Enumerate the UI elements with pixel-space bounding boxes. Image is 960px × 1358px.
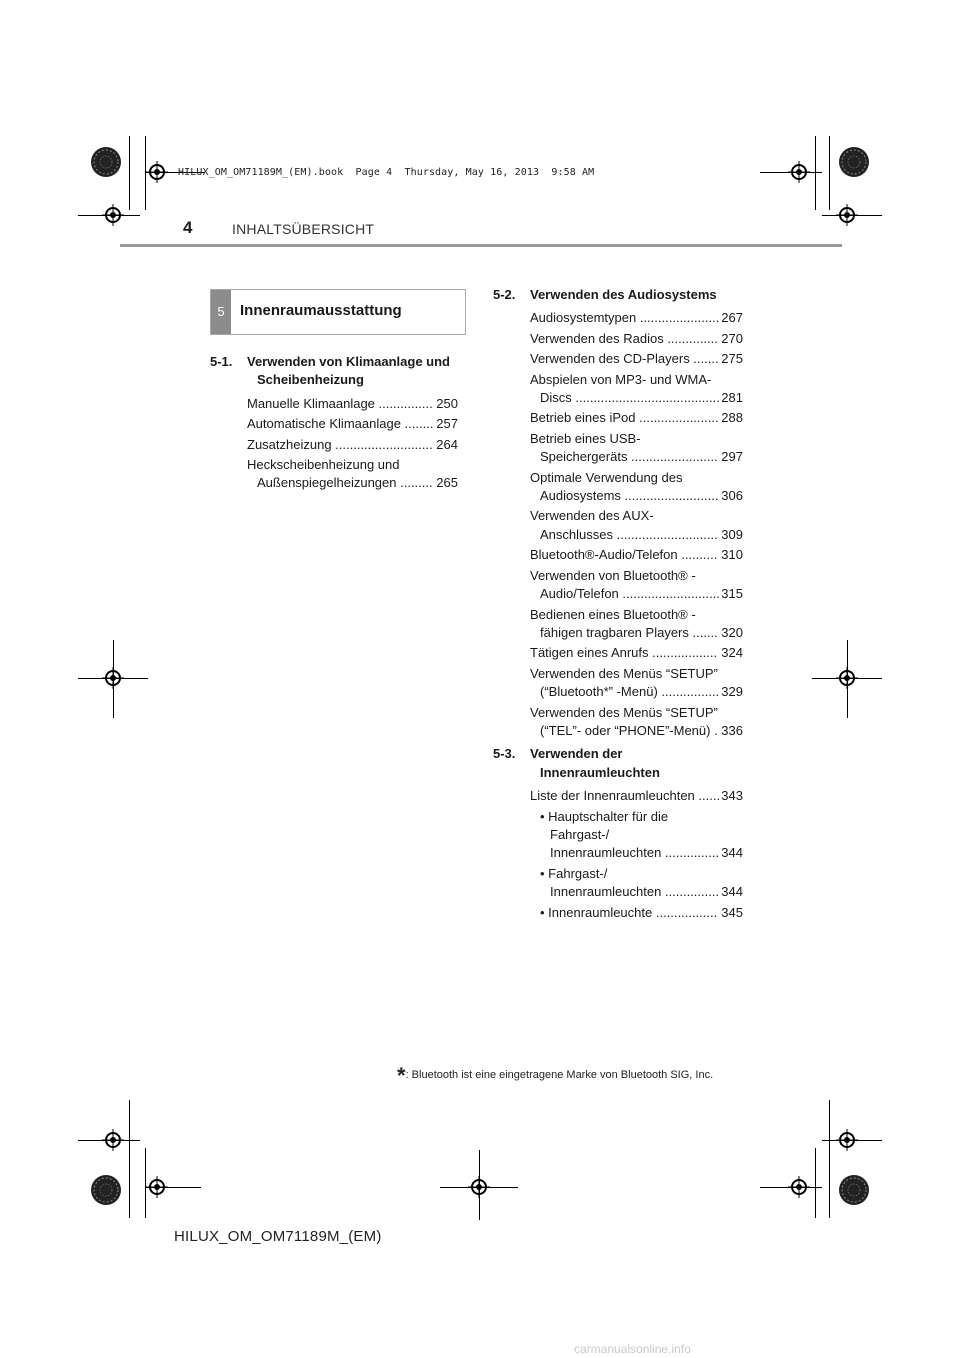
toc-entry-page: 344 <box>721 845 743 861</box>
toc-entry[interactable] <box>493 546 743 564</box>
toc-entry-text: Audiosystemtypen ...................... <box>530 310 720 326</box>
toc-entry[interactable] <box>493 644 743 662</box>
toc-entry-text: Liste der Innenraumleuchten ...... <box>530 788 721 804</box>
toc-entry-page: 257 <box>436 416 458 432</box>
toc-entry-text: Verwenden des Menüs “SETUP” (“TEL”- oder “PHONE”-Menü) . <box>530 704 718 738</box>
toc-entry-text: Automatische Klimaanlage ........ <box>247 416 434 432</box>
toc-entry[interactable] <box>210 415 458 433</box>
section-number: 5-3. <box>493 746 516 762</box>
registration-target-icon <box>102 204 124 226</box>
toc-entry-text: Zusatzheizung ........................... <box>247 436 433 452</box>
crop-line <box>815 1148 816 1218</box>
registration-disc-icon <box>838 1174 870 1206</box>
toc-entry-text: Manuelle Klimaanlage ............... <box>247 395 433 411</box>
toc-entry[interactable] <box>493 371 743 408</box>
toc-entry-text: Abspielen von MP3- und WMA-Discs ........................................ <box>530 371 720 406</box>
chapter-number: 5 <box>211 290 231 334</box>
page-number: 4 <box>183 218 193 237</box>
toc-entry-page: 281 <box>721 390 743 406</box>
toc-entry-text: • Hauptschalter für die Fahrgast-/ Innenraumleuchten ............... <box>540 808 720 861</box>
toc-entry[interactable] <box>493 507 743 544</box>
toc-entry[interactable] <box>493 409 743 427</box>
page-title: INHALTSÜBERSICHT <box>232 221 375 237</box>
header-rule <box>120 244 842 247</box>
toc-entry-page: 344 <box>721 884 743 900</box>
toc-subentry[interactable] <box>493 808 743 863</box>
toc-entry-page: 336 <box>721 722 743 738</box>
toc-entry[interactable] <box>493 567 743 604</box>
toc-entry[interactable] <box>493 330 743 348</box>
registration-disc-icon <box>90 1174 122 1206</box>
registration-target-icon <box>836 204 858 226</box>
footnote-marker: * <box>397 1063 406 1088</box>
toc-entry-page: 250 <box>436 395 458 411</box>
toc-entry[interactable] <box>493 606 743 643</box>
registration-target-icon <box>102 667 124 689</box>
file-stamp: HILUX_OM_OM71189M_(EM).book Page 4 Thursday, May 16, 2013 9:58 AM <box>178 167 595 178</box>
section-title: Verwenden der Innenraumleuchten <box>530 746 660 780</box>
toc-entry[interactable] <box>493 350 743 368</box>
watermark: carmanualsonline.info <box>574 1342 691 1356</box>
crop-line <box>829 136 830 210</box>
toc-entry-page: 320 <box>721 624 743 640</box>
toc-entry-page: 264 <box>436 436 458 452</box>
toc-entry-page: 288 <box>721 410 743 426</box>
toc-entry-page: 329 <box>721 684 743 700</box>
toc-entry-text: Tätigen eines Anrufs .................. <box>530 645 718 661</box>
crop-line <box>829 1100 830 1218</box>
footnote <box>397 1063 713 1089</box>
footnote-text: : Bluetooth ist eine eingetragene Marke von Bluetooth SIG, Inc. <box>405 1069 714 1081</box>
toc-entry-text: Bluetooth®-Audio/Telefon .......... <box>530 547 718 563</box>
toc-entry-page: 306 <box>721 488 743 504</box>
section-number: 5-1. <box>210 354 233 369</box>
section-number: 5-2. <box>493 287 516 302</box>
toc-entry[interactable] <box>493 309 743 327</box>
registration-disc-icon <box>90 146 122 178</box>
registration-target-icon <box>146 1176 168 1198</box>
toc-entry-text: Betrieb eines USB-Speichergeräts ........................ <box>530 430 718 465</box>
toc-entry-text: Verwenden des CD-Players ....... <box>530 351 719 367</box>
toc-entry-text: • Fahrgast-/ Innenraumleuchten ............... <box>540 865 720 900</box>
toc-entry-page: 275 <box>721 351 743 367</box>
toc-entry-page: 297 <box>721 449 743 465</box>
toc-entry-text: Heckscheibenheizung und Außenspiegelheizungen ......... <box>247 457 433 491</box>
toc-right-column <box>493 286 743 924</box>
chapter-heading <box>210 289 466 335</box>
toc-entry-text: • Innenraumleuchte ................. <box>540 904 718 920</box>
toc-entry-text: Verwenden des Menüs “SETUP” (“Bluetooth*” -Menü) ................ <box>530 665 720 700</box>
toc-entry[interactable] <box>210 395 458 413</box>
toc-entry-text: Bedienen eines Bluetooth® -fähigen tragbaren Players ....... <box>530 606 718 640</box>
toc-entry-page: 267 <box>721 310 743 326</box>
toc-entry[interactable] <box>210 436 458 454</box>
toc-section-heading <box>493 286 743 304</box>
registration-target-icon <box>468 1176 490 1198</box>
toc-entry[interactable] <box>493 430 743 467</box>
toc-entry-page: 324 <box>721 645 743 661</box>
toc-entry-page: 343 <box>721 788 743 804</box>
crop-line <box>129 1100 130 1218</box>
registration-target-icon <box>836 667 858 689</box>
toc-entry-page: 345 <box>721 904 743 920</box>
chapter-title: Innenraumausstattung <box>240 302 402 319</box>
toc-subentry[interactable] <box>493 904 743 922</box>
toc-entry-page: 315 <box>721 586 743 602</box>
crop-line <box>129 136 130 210</box>
section-title: Verwenden von Klimaanlage und Scheibenheizung <box>247 354 450 388</box>
toc-subentry[interactable] <box>493 865 743 902</box>
toc-entry-text: Verwenden von Bluetooth® -Audio/Telefon ........................... <box>530 567 720 602</box>
crop-line <box>815 136 816 210</box>
section-title: Verwenden des Audiosystems <box>530 287 717 302</box>
toc-entry-text: Optimale Verwendung des Audiosystems .......................... <box>530 469 719 504</box>
registration-target-icon <box>102 1129 124 1151</box>
toc-entry-text: Betrieb eines iPod ...................... <box>530 410 719 426</box>
registration-target-icon <box>146 161 168 183</box>
registration-disc-icon <box>838 146 870 178</box>
toc-entry-page: 265 <box>436 475 458 491</box>
toc-entry[interactable] <box>493 704 743 741</box>
registration-target-icon <box>836 1129 858 1151</box>
toc-entry-text: Verwenden des AUX-Anschlusses ............................ <box>530 508 718 542</box>
document-id: HILUX_OM_OM71189M_(EM) <box>174 1228 382 1245</box>
toc-section-heading <box>210 353 458 390</box>
toc-entry[interactable] <box>493 787 743 805</box>
toc-left-column <box>210 353 458 495</box>
toc-entry-text: Verwenden des Radios .............. <box>530 330 718 346</box>
registration-target-icon <box>788 161 810 183</box>
toc-section-heading <box>493 745 743 782</box>
toc-entry[interactable] <box>210 456 458 493</box>
toc-entry-page: 270 <box>721 330 743 346</box>
toc-entry-page: 309 <box>721 526 743 542</box>
toc-entry[interactable] <box>493 665 743 702</box>
toc-entry-page: 310 <box>721 547 743 563</box>
toc-entry[interactable] <box>493 469 743 506</box>
registration-target-icon <box>788 1176 810 1198</box>
